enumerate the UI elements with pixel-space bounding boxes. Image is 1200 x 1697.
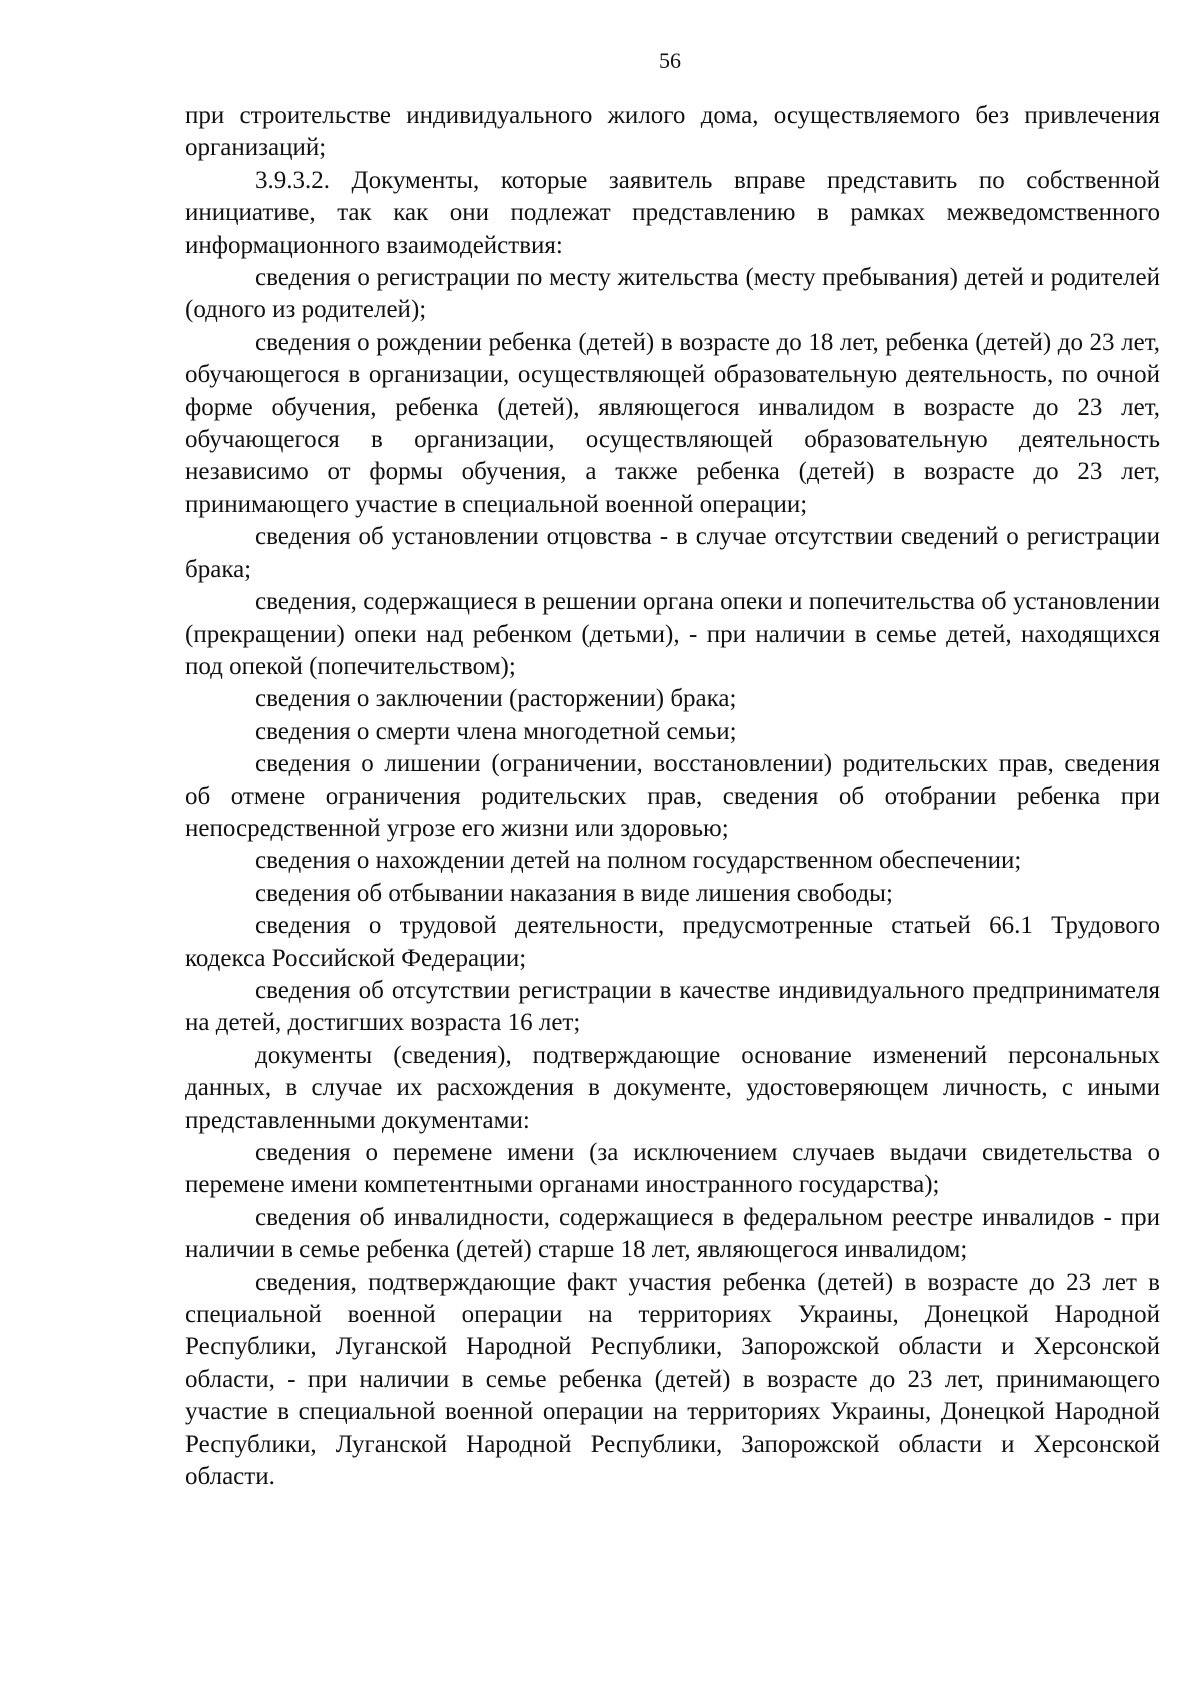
paragraph: сведения о смерти члена многодетной семьи; bbox=[255, 717, 737, 745]
page-number: 56 bbox=[659, 48, 681, 73]
paragraph: сведения о нахождении детей на полном государственном обеспечении; bbox=[255, 847, 1022, 875]
paragraph: сведения о трудовой деятельности, предусмотренные статьей 66.1 Трудового кодекса Российской Федерации; bbox=[185, 912, 1160, 972]
paragraph: сведения об установлении отцовства - в случае отсутствии сведений о регистрации брака; bbox=[185, 523, 1160, 583]
paragraph: сведения о лишении (ограничении, восстановлении) родительских прав, сведения об отмене ограничения родительских прав, сведения об отобрании ребенка при непосредственной угрозе его жизни или здоровью; bbox=[185, 750, 1160, 842]
paragraph: сведения, содержащиеся в решении органа опеки и попечительства об установлении (прекращении) опеки над ребенком (детьми), - при наличии в семье детей, находящихся под опекой (попечительством); bbox=[185, 588, 1160, 680]
paragraph: сведения о рождении ребенка (детей) в возрасте до 18 лет, ребенка (детей) до 23 лет, обучающегося в организации, осуществляющей образовательную деятельность, по очной форме обучения, ребенка (детей), являющегося инвалидом в возрасте до 23 лет, обучающегося в организации, осуществляющей образовательную деятельность независимо от формы обучения, а также ребенка (детей) в возрасте до 23 лет, принимающего участие в специальной военной операции; bbox=[185, 328, 1160, 518]
paragraph: при строительстве индивидуального жилого дома, осуществляемого без привлечения организаций; bbox=[185, 102, 1160, 162]
paragraph: сведения о заключении (расторжении) брака; bbox=[255, 685, 737, 713]
paragraph: сведения о перемене имени (за исключением случаев выдачи свидетельства о перемене имени компетентными органами иностранного государства); bbox=[185, 1139, 1160, 1199]
paragraph: 3.9.3.2. Документы, которые заявитель вправе представить по собственной инициативе, так как они подлежат представлению в рамках межведомственного информационного взаимодействия: bbox=[185, 166, 1160, 259]
paragraph: документы (сведения), подтверждающие основание изменений персональных данных, в случае их расхождения в документе, удостоверяющем личность, с иными представленными документами: bbox=[185, 1041, 1160, 1134]
paragraph: сведения об отсутствии регистрации в качестве индивидуального предпринимателя на детей, достигших возраста 16 лет; bbox=[185, 976, 1160, 1037]
paragraph: сведения об отбывании наказания в виде лишения свободы; bbox=[255, 879, 893, 907]
paragraph: сведения о регистрации по месту жительства (месту пребывания) детей и родителей (одного из родителей); bbox=[185, 264, 1160, 324]
paragraph: сведения об инвалидности, содержащиеся в федеральном реестре инвалидов - при наличии в семье ребенка (детей) старше 18 лет, являющегося инвалидом; bbox=[185, 1203, 1160, 1264]
document-body bbox=[185, 100, 1160, 1493]
paragraph: сведения, подтверждающие факт участия ребенка (детей) в возрасте до 23 лет в специальной военной операции на территориях Украины, Донецкой Народной Республики, Луганской Народной Республики, Запорожской области и Херсонской области, - при наличии в семье ребенка (детей) в возрасте до 23 лет, принимающего участие в специальной военной операции на территориях Украины, Донецкой Народной Республики, Луганской Народной Республики, Запорожской области и Херсонской области. bbox=[185, 1268, 1160, 1491]
